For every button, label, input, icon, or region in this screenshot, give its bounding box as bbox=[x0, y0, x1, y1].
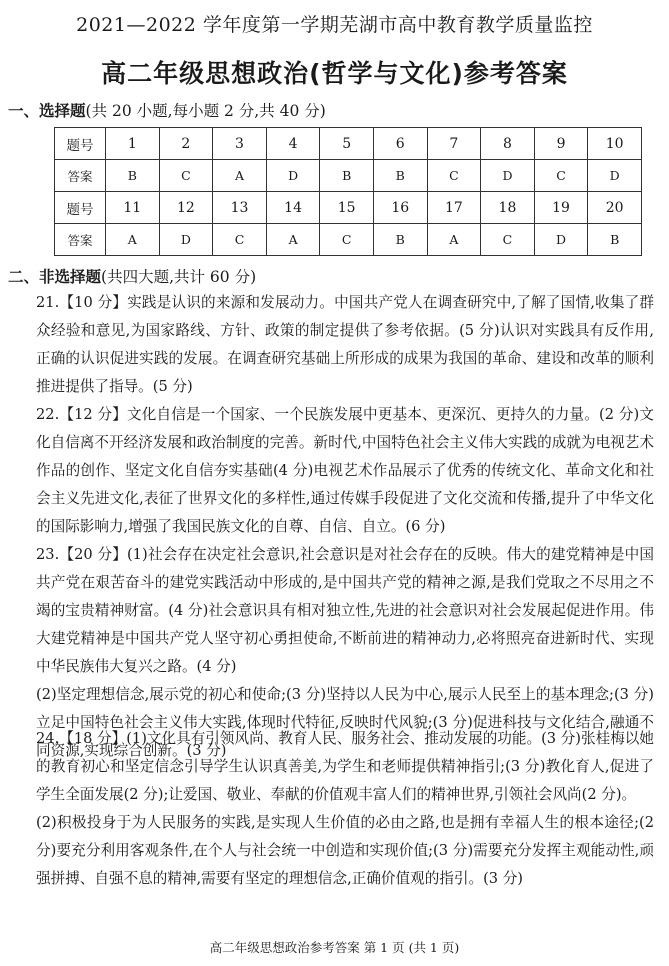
table-cell: A bbox=[106, 224, 160, 256]
table-cell: 6 bbox=[373, 128, 427, 160]
table-row-answers-1 bbox=[55, 160, 642, 192]
table-row-questions-2 bbox=[55, 192, 642, 224]
q22-text: 22.【12 分】文化自信是一个国家、一个民族发展中更基本、更深沉、更持久的力量。(2 分)文化自信离不开经济发展和政治制度的完善。新时代,中国特色社会主义伟大实践的成就为电视艺术作品的创作、坚定文化自信夯实基础(4 分)电视艺术作品展示了优秀的传统文化、革命文化和社会主义先进文化,表征了世界文化的多样性,通过传媒手段促进了文化交流和传播,提升了中华文化的国际影响力,增强了我国民族文化的自尊、自信、自立。(6 分) bbox=[36, 406, 654, 535]
table-cell: B bbox=[320, 160, 374, 192]
section-1-heading bbox=[8, 99, 326, 121]
row-label-question: 题号 bbox=[55, 192, 106, 224]
table-cell: D bbox=[588, 160, 642, 192]
row-label-question: 题号 bbox=[55, 128, 106, 160]
table-cell: 7 bbox=[427, 128, 481, 160]
section-2-title: 二、非选择题 bbox=[8, 268, 102, 286]
table-cell: B bbox=[106, 160, 160, 192]
table-cell: 8 bbox=[481, 128, 535, 160]
table-cell: 1 bbox=[106, 128, 160, 160]
table-cell: 14 bbox=[266, 192, 320, 224]
table-row-answers-2 bbox=[55, 224, 642, 256]
table-cell: D bbox=[534, 224, 588, 256]
table-cell: 20 bbox=[588, 192, 642, 224]
table-cell: C bbox=[159, 160, 213, 192]
table-cell: A bbox=[427, 224, 481, 256]
table-cell: C bbox=[427, 160, 481, 192]
table-cell: 18 bbox=[481, 192, 535, 224]
table-cell: 2 bbox=[159, 128, 213, 160]
table-cell: 10 bbox=[588, 128, 642, 160]
table-cell: C bbox=[534, 160, 588, 192]
table-cell: 15 bbox=[320, 192, 374, 224]
question-24-answer bbox=[36, 725, 654, 893]
table-cell: 11 bbox=[106, 192, 160, 224]
table-cell: C bbox=[481, 224, 535, 256]
q24-part1-text: 24.【18 分】(1)文化具有引领风尚、教育人民、服务社会、推动发展的功能。(3 分)张桂梅以她的教育初心和坚定信念引导学生认识真善美,为学生和老师提供精神指引;(3 分)教化育人,促进了学生全面发展(2 分);让爱国、敬业、奉献的价值观丰富人们的精神世界,引领社会风尚(2 分)。 bbox=[36, 730, 654, 803]
section-2-note: (共四大题,共计 60 分) bbox=[101, 268, 257, 286]
q24-part2-text: (2)积极投身于为人民服务的实践,是实现人生价值的必由之路,也是拥有幸福人生的根本途径;(2 分)要充分利用客观条件,在个人与社会统一中创造和实现价值;(3 分)需要充分发挥主观能动性,顽强拼搏、自强不息的精神,需要有坚定的理想信念,正确价值观的指引。(3 分) bbox=[36, 814, 654, 887]
q23-part1-text: 23.【20 分】(1)社会存在决定社会意识,社会意识是对社会存在的反映。伟大的建党精神是中国共产党在艰苦奋斗的建党实践活动中形成的,是中国共产党的精神之源,是我们党取之不尽用之不竭的宝贵精神财富。(4 分)社会意识具有相对独立性,先进的社会意识对社会发展起促进作用。伟大建党精神是中国共产党人坚守初心勇担使命,不断前进的精神动力,必将照亮奋进新时代、实现中华民族伟大复兴之路。(4 分) bbox=[36, 546, 654, 675]
table-cell: B bbox=[373, 160, 427, 192]
answer-table bbox=[54, 127, 642, 256]
section-2-heading bbox=[8, 265, 256, 287]
table-cell: A bbox=[266, 224, 320, 256]
section-1-title: 一、选择题 bbox=[8, 102, 86, 120]
table-cell: 9 bbox=[534, 128, 588, 160]
table-cell: 19 bbox=[534, 192, 588, 224]
row-label-answer: 答案 bbox=[55, 160, 106, 192]
table-cell: D bbox=[481, 160, 535, 192]
table-cell: 5 bbox=[320, 128, 374, 160]
table-cell: 4 bbox=[266, 128, 320, 160]
exam-header: 2021—2022 学年度第一学期芜湖市高中教育教学质量监控 bbox=[76, 14, 593, 36]
table-cell: D bbox=[266, 160, 320, 192]
table-cell: 3 bbox=[213, 128, 267, 160]
table-cell: 17 bbox=[427, 192, 481, 224]
table-cell: C bbox=[320, 224, 374, 256]
page-title: 高二年级思想政治(哲学与文化)参考答案 bbox=[101, 59, 568, 88]
table-cell: B bbox=[373, 224, 427, 256]
q23-part2-text: (2)坚定理想信念,展示党的初心和使命;(3 分)坚持以人民为中心,展示人民至上的基本理念;(3 分)立足中国特色社会主义伟大实践,体现时代特征,反映时代风貌;(3 分)促进科技与文化结合,融通不同资源,实现综合创新。(3 分) bbox=[36, 686, 654, 759]
table-cell: C bbox=[213, 224, 267, 256]
row-label-answer: 答案 bbox=[55, 224, 106, 256]
table-cell: B bbox=[588, 224, 642, 256]
table-cell: 16 bbox=[373, 192, 427, 224]
question-22-answer bbox=[36, 401, 654, 541]
q21-text: 21.【10 分】实践是认识的来源和发展动力。中国共产党人在调查研究中,了解了国情,收集了群众经验和意见,为国家路线、方针、政策的制定提供了参考依据。(5 分)认识对实践具有反作用,正确的认识促进实践的发展。在调查研究基础上所形成的成果为我国的革命、建设和改革的顺利推进提供了指导。(5 分) bbox=[36, 294, 654, 395]
section-1-note: (共 20 小题,每小题 2 分,共 40 分) bbox=[85, 102, 326, 120]
table-cell: D bbox=[159, 224, 213, 256]
table-cell: 12 bbox=[159, 192, 213, 224]
page-footer: 高二年级思想政治参考答案 第 1 页 (共 1 页) bbox=[209, 940, 460, 955]
question-21-answer bbox=[36, 289, 654, 401]
table-cell: 13 bbox=[213, 192, 267, 224]
table-cell: A bbox=[213, 160, 267, 192]
table-row-questions-1 bbox=[55, 128, 642, 160]
